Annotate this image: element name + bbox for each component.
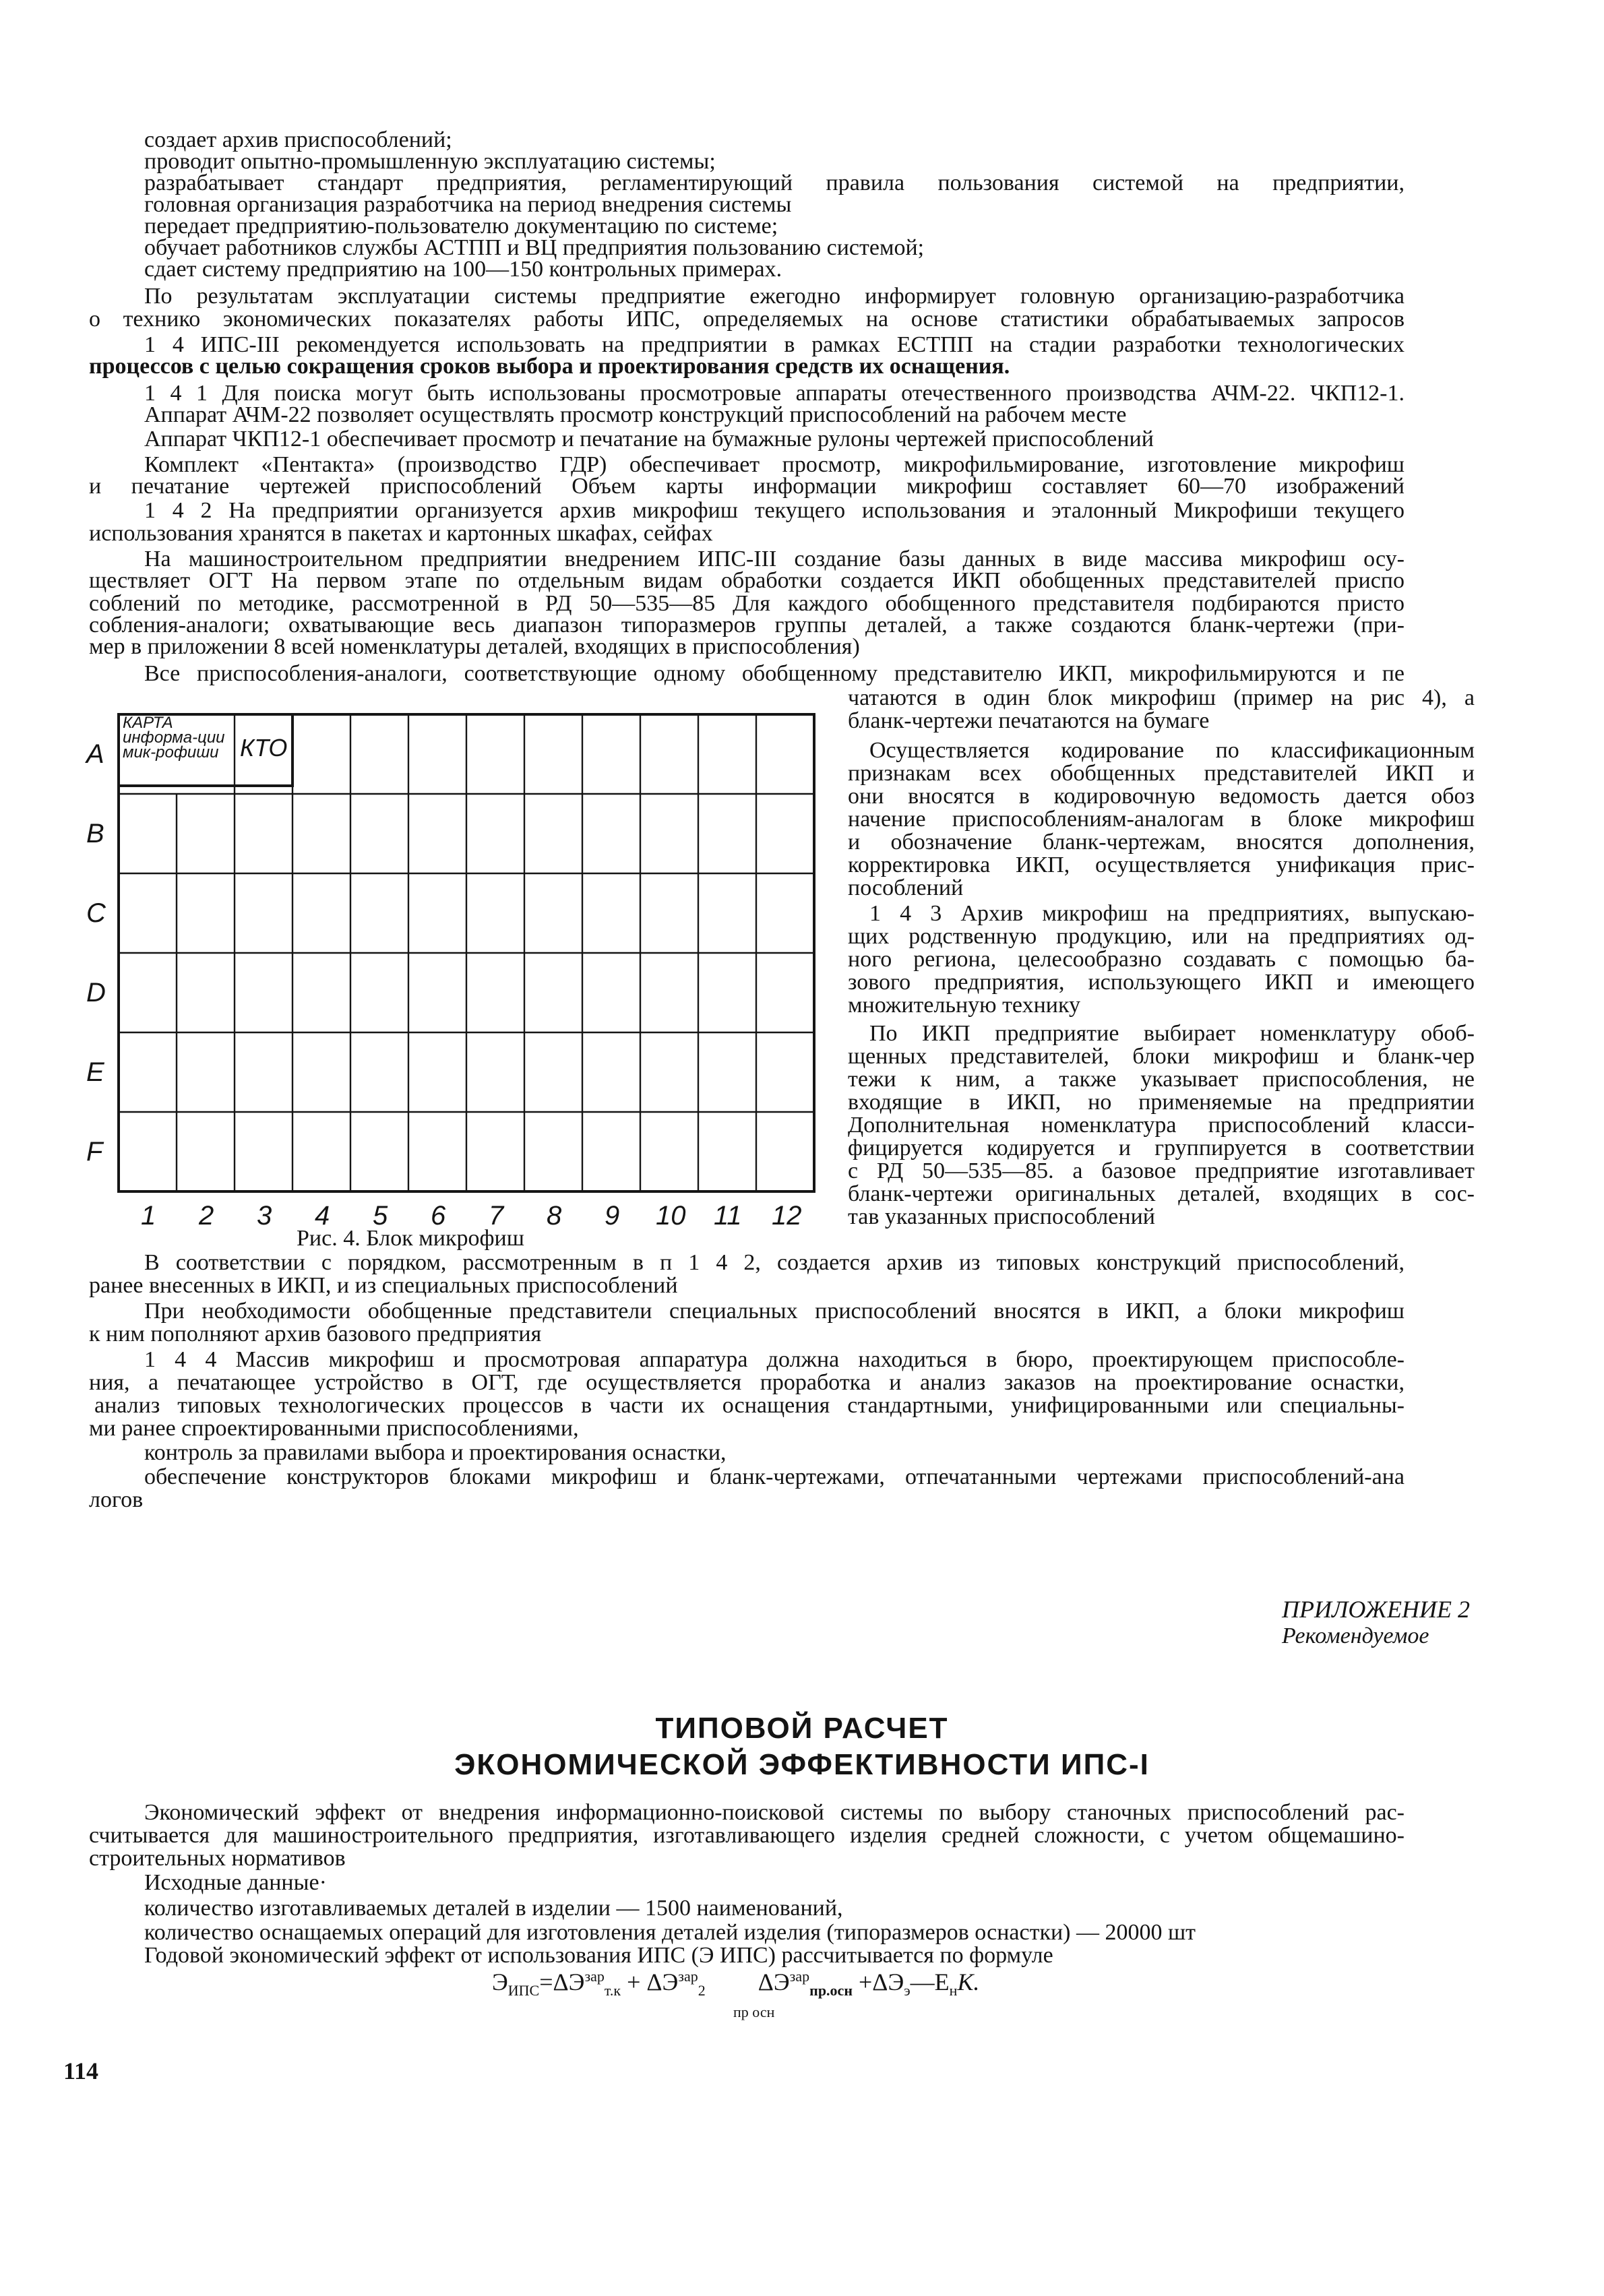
section-line: считывается для машиностроительного предприятия, изготавливающего изделия средней сложности, с учетом общемашино- bbox=[89, 1823, 1405, 1848]
card-info-label: КАРТА информа-ции мик-рофиши bbox=[123, 714, 225, 762]
column-label: 4 bbox=[315, 1201, 330, 1231]
section-line: Годовой экономический эффект от использования ИПС (Э ИПС) рассчитывается по формуле bbox=[144, 1943, 1053, 1968]
right-column-line: бланк-чертежи печатаются на бумаге bbox=[848, 708, 1210, 733]
body-line: обеспечение конструкторов блоками микрофиш и бланк-чертежами, отпечатанными чертежами приспособлений-ана bbox=[144, 1464, 1405, 1489]
right-column-line: тежи к ним, а также указывает приспособления, не bbox=[848, 1067, 1475, 1092]
appendix-label: ПРИЛОЖЕНИЕ 2 bbox=[1282, 1596, 1470, 1623]
column-label: 6 bbox=[431, 1201, 446, 1231]
column-label: 5 bbox=[373, 1201, 388, 1231]
section-line: Исходные данные· bbox=[144, 1870, 327, 1895]
right-column-line: множительную технику bbox=[848, 993, 1080, 1018]
right-column-line: корректировка ИКП, осуществляется унификация прис- bbox=[848, 852, 1475, 877]
column-label: 10 bbox=[656, 1201, 686, 1231]
section-line: строительных нормативов bbox=[89, 1846, 346, 1871]
body-line: процессов с целью сокращения сроков выбора и проектирования средств их оснащения. bbox=[89, 354, 1010, 379]
body-line: проводит опытно-промышленную эксплуатацию системы; bbox=[144, 149, 716, 174]
body-line: ранее внесенных в ИКП, и из специальных приспособлений bbox=[89, 1273, 678, 1298]
body-line: анализ типовых технологических процессов в части их оснащения стандартными, унифицированными или специальны- bbox=[94, 1393, 1405, 1418]
column-label: 12 bbox=[772, 1201, 802, 1231]
right-column-line: бланк-чертежи оригинальных деталей, входящих в сос- bbox=[848, 1181, 1475, 1206]
column-label: 9 bbox=[605, 1201, 620, 1231]
row-label: C bbox=[86, 898, 106, 928]
body-line: 1 4 ИПС-III рекомендуется использовать на предприятии в рамках ЕСТПП на стадии разработки технологических bbox=[144, 332, 1405, 357]
right-column-line: входящие в ИКП, но применяемые на предприятии bbox=[848, 1090, 1475, 1115]
right-column-line: они вносятся в кодировочную ведомость дается обоз bbox=[848, 784, 1475, 809]
section-title-line-2: ЭКОНОМИЧЕСКОЙ ЭФФЕКТИВНОСТИ ИПС-I bbox=[454, 1748, 1150, 1781]
appendix-subtitle: Рекомендуемое bbox=[1282, 1623, 1429, 1648]
right-column-line: фицируется кодируется и группируется в соответствии bbox=[848, 1136, 1475, 1160]
body-line: 1 4 2 На предприятии организуется архив микрофиш текущего использования и эталонный Микрофиши текущего bbox=[144, 498, 1405, 523]
right-column-line: По ИКП предприятие выбирает номенклатуру обоб- bbox=[869, 1021, 1475, 1046]
section-line: Экономический эффект от внедрения информационно-поисковой системы по выбору станочных приспособлений рас- bbox=[144, 1800, 1405, 1825]
row-label: A bbox=[86, 739, 104, 769]
body-line: логов bbox=[89, 1487, 144, 1512]
right-column-line: чатаются в один блок микрофиш (пример на рис 4), а bbox=[848, 685, 1475, 710]
row-label: B bbox=[86, 819, 104, 848]
grid-frame bbox=[119, 714, 814, 1191]
body-line: использования хранятся в пакетах и картонных шкафах, сейфах bbox=[89, 521, 713, 546]
body-line: ми ранее спроектированными приспособлениями, bbox=[89, 1416, 579, 1441]
right-column-line: зового предприятия, использующего ИКП и имеющего bbox=[848, 970, 1475, 995]
row-label: D bbox=[86, 978, 106, 1007]
row-label: E bbox=[86, 1057, 104, 1087]
column-label: 3 bbox=[257, 1201, 272, 1231]
formula-underscript: пр осн bbox=[733, 2004, 775, 2020]
body-line: При необходимости обобщенные представители специальных приспособлений вносятся в ИКП, а блоки микрофиш bbox=[144, 1299, 1405, 1324]
body-line: 1 4 4 Массив микрофиш и просмотровая аппаратура должна находиться в бюро, проектирующем приспособле- bbox=[144, 1347, 1405, 1372]
body-line: создает архив приспособлений; bbox=[144, 127, 452, 152]
body-line: контроль за правилами выбора и проектирования оснастки, bbox=[144, 1440, 727, 1465]
right-column-line: начение приспособлениям-аналогам в блоке микрофиш bbox=[848, 807, 1475, 832]
body-line: ществляет ОГТ На первом этапе по отдельным видам обработки создается ИКП обобщенных представителей приспо bbox=[89, 568, 1405, 593]
right-column-line: щих родственную продукцию, или на предприятиях од- bbox=[848, 924, 1475, 949]
body-line: На машиностроительном предприятии внедрением ИПС-III создание базы данных в виде массива микрофиш осу- bbox=[144, 547, 1405, 571]
body-line: В соответствии с порядком, рассмотренным в п 1 4 2, создается архив из типовых конструкций приспособлений, bbox=[144, 1250, 1405, 1275]
body-line: Аппарат АЧМ-22 позволяет осуществлять просмотр конструкций приспособлений на рабочем месте bbox=[144, 402, 1127, 427]
body-line: разрабатывает стандарт предприятия, регламентирующий правила пользования системой на предприятии, bbox=[144, 170, 1405, 195]
body-line: головная организация разработчика на период внедрения системы bbox=[144, 192, 792, 217]
body-line: и печатание чертежей приспособлений Объем карты информации микрофиш составляет 60—70 изображений bbox=[89, 474, 1405, 499]
body-line: к ним пополняют архив базового предприятия bbox=[89, 1322, 542, 1346]
column-label: 11 bbox=[714, 1201, 742, 1231]
right-column-line: тав указанных приспособлений bbox=[848, 1204, 1155, 1229]
column-label: 2 bbox=[199, 1201, 214, 1231]
body-line: 1 4 1 Для поиска могут быть использованы просмотровые аппараты отечественного производства АЧМ-22. ЧКП12-1. bbox=[144, 381, 1405, 406]
page-number: 114 bbox=[63, 2057, 99, 2084]
figure-caption: Рис. 4. Блок микрофиш bbox=[297, 1226, 524, 1251]
right-column-line: признакам всех обобщенных представителей ИКП и bbox=[848, 761, 1475, 786]
body-line: о технико экономических показателях работы ИПС, определяемых на основе статистики обрабатываемых запросов bbox=[89, 307, 1405, 332]
right-column-line: щенных представителей, блоки микрофиш и бланк-чер bbox=[848, 1044, 1475, 1069]
right-column-line: 1 4 3 Архив микрофиш на предприятиях, выпускаю- bbox=[869, 901, 1475, 926]
right-column-line: и обозначение бланк-чертежам, вносятся дополнения, bbox=[848, 830, 1475, 855]
section-line: количество оснащаемых операций для изготовления деталей изделия (типоразмеров оснастки) — 20000 шт bbox=[144, 1920, 1196, 1945]
body-line: мер в приложении 8 всей номенклатуры деталей, входящих в приспособления) bbox=[89, 634, 860, 659]
body-line: ния, а печатающее устройство в ОГТ, где осуществляется проработка и анализ заказов на проектирование оснастки, bbox=[89, 1370, 1405, 1395]
body-line: обучает работников службы АСТПП и ВЦ предприятия пользованию системой; bbox=[144, 235, 925, 260]
right-column-line: пособлений bbox=[848, 875, 964, 900]
body-line: По результатам эксплуатации системы предприятие ежегодно информирует головную организацию-разработчика bbox=[144, 284, 1405, 309]
right-column-line: Дополнительная номенклатура приспособлений класси- bbox=[848, 1113, 1475, 1138]
column-label: 1 bbox=[141, 1201, 156, 1231]
body-line: сдает систему предприятию на 100—150 контрольных примерах. bbox=[144, 257, 782, 282]
row-label: F bbox=[86, 1137, 103, 1167]
economic-effect-formula: $Э_{ИПС}=\Delta Э^{зар}_{т.к} + \Delta Э^{зар}_2$ $\Delta Э^{зар}_{пр.осн}$ $+\Delta Э_э—Е_нК$. bbox=[492, 1968, 980, 1999]
section-line: количество изготавливаемых деталей в изделии — 1500 наименований, bbox=[144, 1896, 843, 1921]
column-label: 8 bbox=[547, 1201, 562, 1231]
body-line: передает предприятию-пользователю документацию по системе; bbox=[144, 214, 778, 239]
body-line: соблений по методике, рассмотренной в РД 50—535—85 Для каждого обобщенного представителя подбираются присто bbox=[89, 591, 1405, 616]
section-title-line-1: ТИПОВОЙ РАСЧЕТ bbox=[655, 1712, 949, 1745]
right-column-line: Осуществляется кодирование по классификационным bbox=[869, 738, 1475, 763]
body-line: собления-аналоги; охватывающие весь диапазон типоразмеров группы деталей, а также создаются бланк-чертежи (при- bbox=[89, 613, 1405, 638]
column-label: 7 bbox=[489, 1201, 504, 1231]
body-line: Все приспособления-аналоги, соответствующие одному обобщенному представителю ИКП, микрофильмируются и пе bbox=[144, 661, 1405, 686]
kto-label: КТО bbox=[240, 734, 288, 762]
body-line: Аппарат ЧКП12-1 обеспечивает просмотр и печатание на бумажные рулоны чертежей приспособлений bbox=[144, 427, 1154, 452]
right-column-line: с РД 50—535—85. а базовое предприятие изготавливает bbox=[848, 1158, 1475, 1183]
right-column-line: ного региона, целесообразно создавать с помощью ба- bbox=[848, 947, 1475, 972]
body-line: Комплект «Пентакта» (производство ГДР) обеспечивает просмотр, микрофильмирование, изготовление микрофиш bbox=[144, 452, 1405, 477]
